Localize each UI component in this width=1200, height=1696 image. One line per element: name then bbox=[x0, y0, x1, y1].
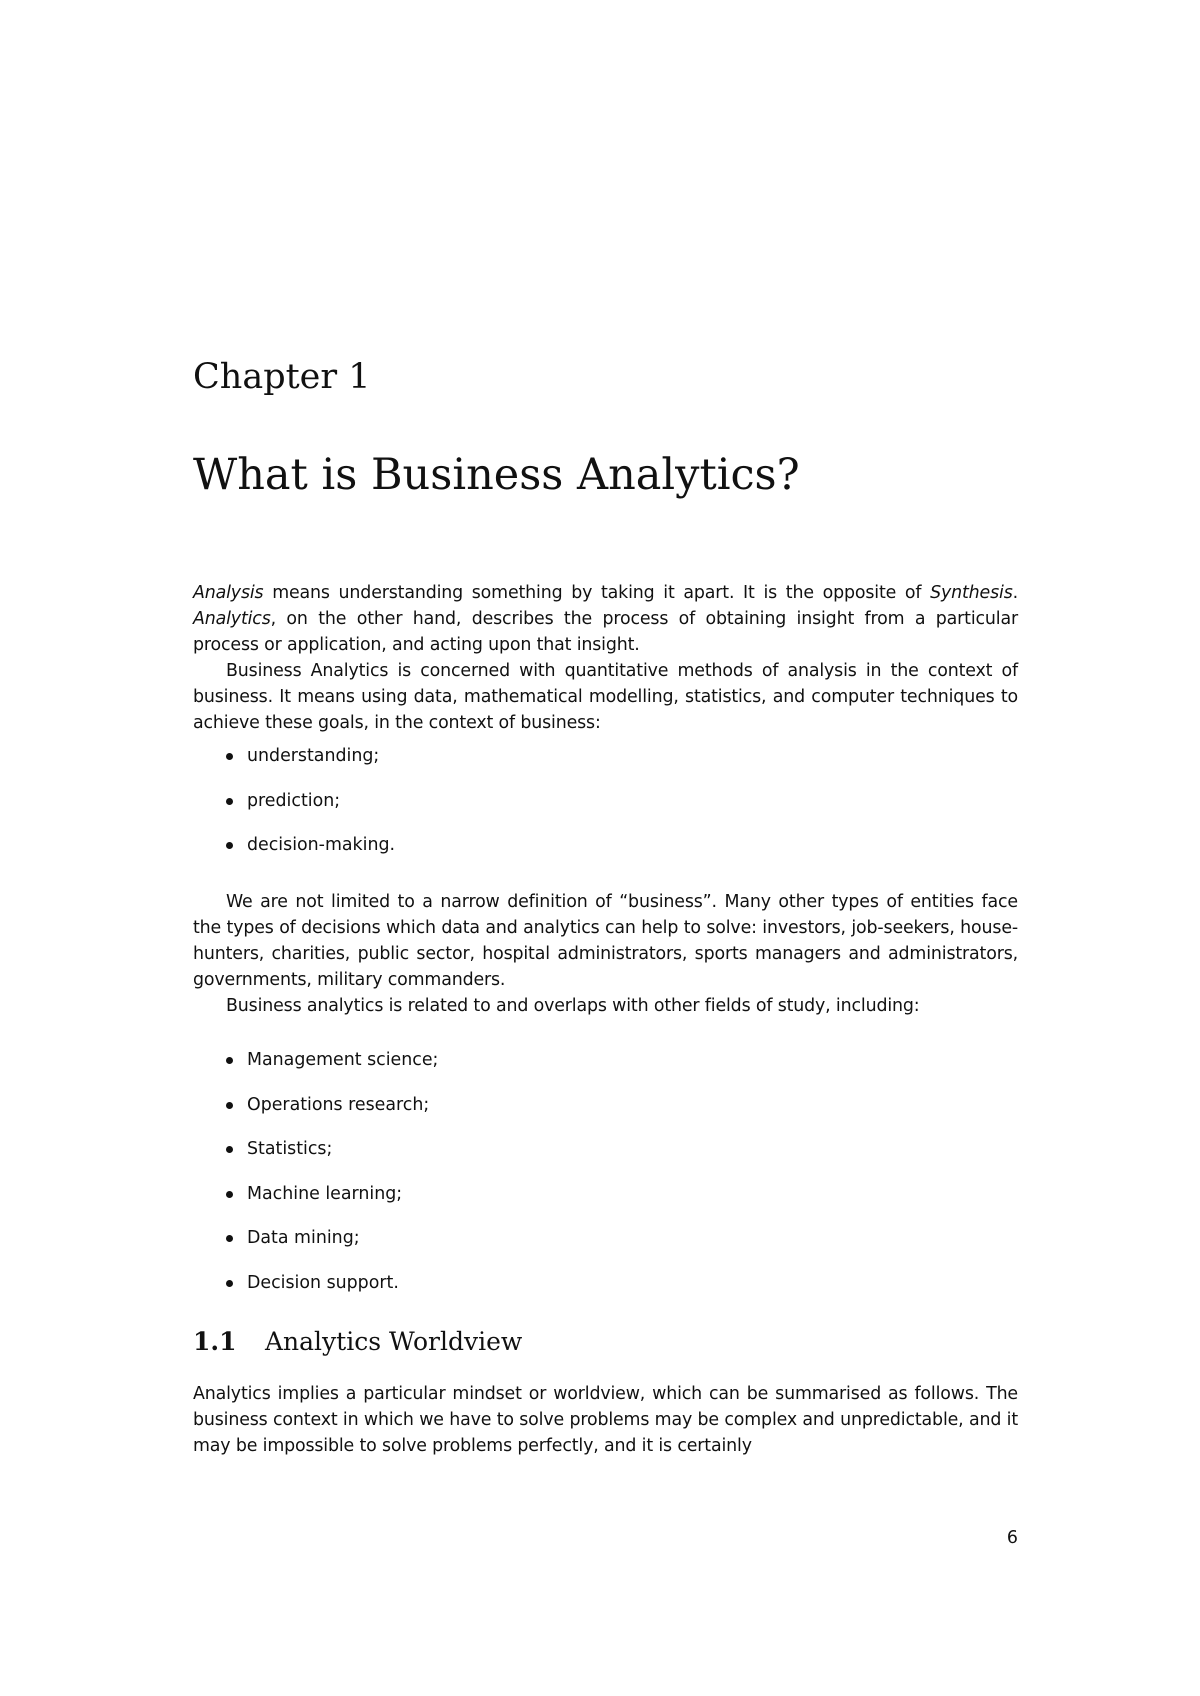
list-item bbox=[193, 1270, 1018, 1315]
list-item-text: decision-making. bbox=[247, 835, 396, 855]
page-number: 6 bbox=[1006, 1528, 1018, 1548]
list-item bbox=[193, 1181, 1018, 1226]
list-item bbox=[193, 1092, 1018, 1137]
list-item-text: Machine learning; bbox=[247, 1183, 403, 1204]
section-body bbox=[193, 1381, 1018, 1459]
bullet-icon bbox=[226, 798, 233, 805]
fields-list-block bbox=[193, 1047, 1018, 1314]
fields-list bbox=[193, 1047, 1018, 1314]
intro-block bbox=[193, 580, 1018, 736]
term-synthesis: Synthesis bbox=[930, 583, 1013, 603]
list-item-text: Operations research; bbox=[247, 1094, 430, 1115]
intro-text-a: means understanding something by taking it apart. It is the opposite of bbox=[263, 583, 931, 603]
bullet-icon bbox=[226, 1146, 233, 1153]
list-item-text: prediction; bbox=[247, 790, 341, 811]
bullet-icon bbox=[226, 1191, 233, 1198]
goals-list-block bbox=[193, 743, 1018, 877]
list-item-text: Statistics; bbox=[247, 1139, 333, 1159]
goals-list bbox=[193, 743, 1018, 877]
list-item bbox=[193, 832, 1018, 877]
section-heading bbox=[193, 1327, 522, 1357]
bullet-icon bbox=[226, 842, 233, 849]
intro-paragraph-2: Business Analytics is concerned with quantitative methods of analysis in the context of business. It means using data, mathematical modelling, statistics, and computer techniques to achieve these goals, in the context of business: bbox=[193, 661, 1018, 733]
paragraph-entities: We are not limited to a narrow definition of “business”. Many other types of entities face the types of decisions which data and analytics can help to solve: investors, job-seekers, house-hunters, charities, public sector, hospital administrators, sports managers and administrators, governments, military commanders. bbox=[193, 892, 1018, 990]
chapter-title: What is Business Analytics? bbox=[193, 450, 800, 500]
list-item bbox=[193, 1136, 1018, 1181]
list-item bbox=[193, 1225, 1018, 1270]
section-paragraph-1: Analytics implies a particular mindset or worldview, which can be summarised as follows. The business context in which we have to solve problems may be complex and unpredictable, and it may be impossible to solve problems perfectly, and it is certainly bbox=[193, 1384, 1018, 1456]
list-item-text: Management science; bbox=[247, 1050, 439, 1070]
list-item-text: understanding; bbox=[247, 746, 380, 766]
section-title: Analytics Worldview bbox=[265, 1327, 523, 1356]
section-number: 1.1 bbox=[193, 1327, 237, 1356]
bullet-icon bbox=[226, 1280, 233, 1287]
term-analysis: Analysis bbox=[193, 583, 264, 603]
list-item bbox=[193, 743, 1018, 788]
entities-block bbox=[193, 889, 1018, 1019]
paragraph-related-fields: Business analytics is related to and overlaps with other fields of study, including: bbox=[226, 996, 920, 1016]
intro-text-b: . bbox=[1012, 583, 1018, 603]
bullet-icon bbox=[226, 1102, 233, 1109]
term-analytics: Analytics bbox=[193, 609, 271, 629]
bullet-icon bbox=[226, 1235, 233, 1242]
intro-paragraph-1 bbox=[193, 580, 1018, 658]
list-item bbox=[193, 788, 1018, 833]
list-item-text: Decision support. bbox=[247, 1272, 399, 1293]
list-item bbox=[193, 1047, 1018, 1092]
chapter-label: Chapter 1 bbox=[193, 357, 371, 397]
intro-text-c: , on the other hand, describes the process of obtaining insight from a particular process or application, and acting upon that insight. bbox=[193, 609, 1018, 655]
bullet-icon bbox=[226, 753, 233, 760]
bullet-icon bbox=[226, 1057, 233, 1064]
list-item-text: Data mining; bbox=[247, 1228, 360, 1248]
